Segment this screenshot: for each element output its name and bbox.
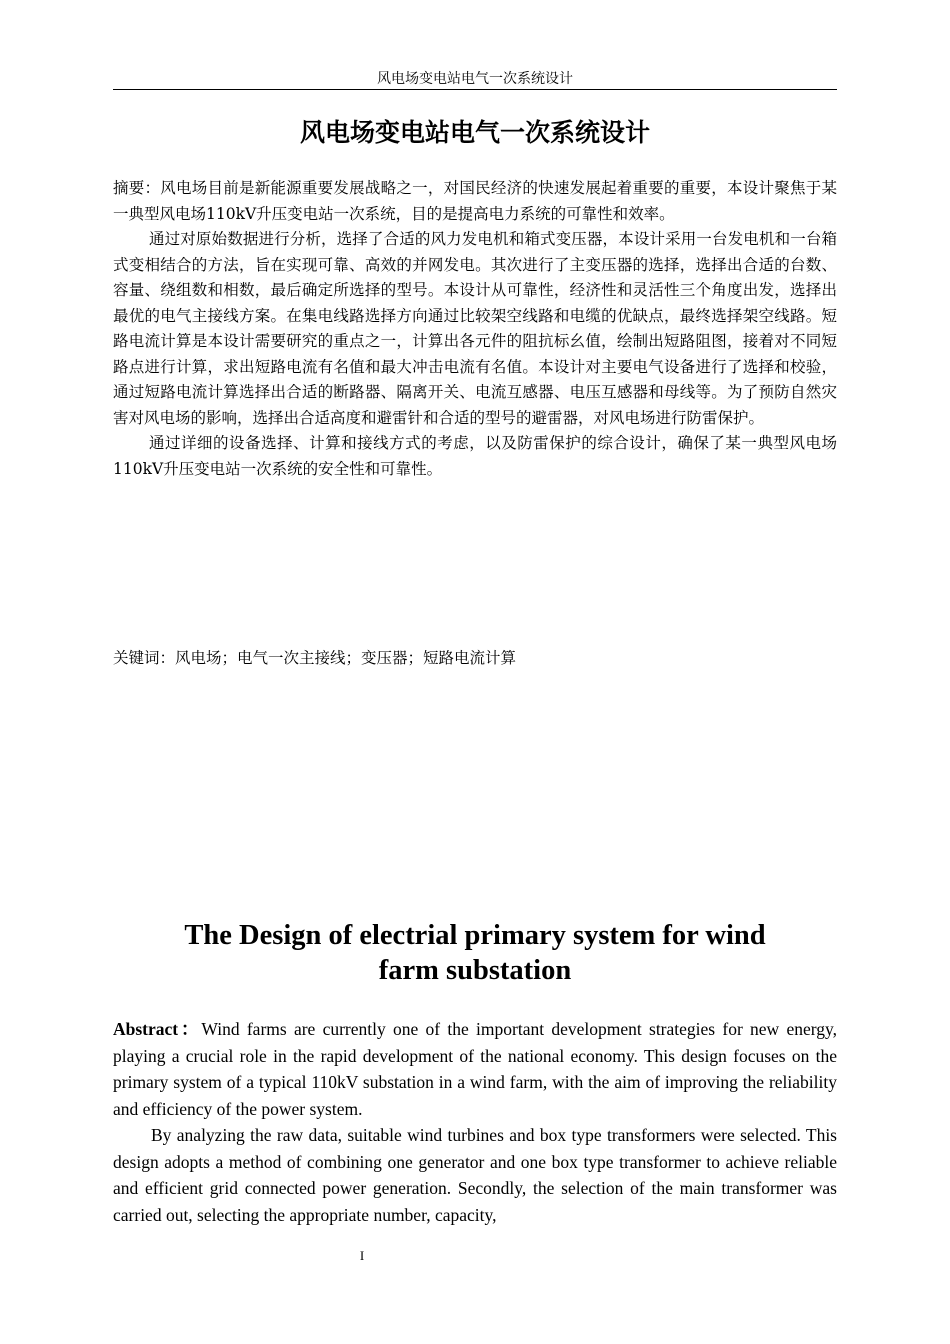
chinese-keywords — [113, 646, 837, 672]
english-title-line-2: farm substation — [378, 955, 572, 986]
english-abstract-label: Abstract： — [113, 1019, 202, 1039]
chinese-keywords-text: 风电场；电气一次主接线；变压器；短路电流计算 — [175, 649, 517, 667]
chinese-abstract-paragraph-1 — [113, 176, 837, 227]
english-abstract-paragraph-2: By analyzing the raw data, suitable wind turbines and box type transformers were selected. This design adopts a method of combining one generator and one box type transformer to achieve reliable and efficient grid connected power generation. Secondly, the selection of the main transformer was carried out, selecting the appropriate number, capacity, — [113, 1125, 837, 1225]
chinese-abstract-label: 摘要： — [113, 179, 161, 197]
chinese-keywords-label: 关键词： — [113, 649, 176, 667]
english-title — [113, 918, 837, 988]
chinese-abstract-paragraph-2: 通过对原始数据进行分析，选择了合适的风力发电机和箱式变压器，本设计采用一台发电机和一台箱式变相结合的方法，旨在实现可靠、高效的并网发电。其次进行了主变压器的选择，选择出合适的台数、容量、绕组数和相数，最后确定所选择的型号。本设计从可靠性，经济性和灵活性三个角度出发，选择出最优的电气主接线方案。在集电线路选择方向通过比较架空线路和电缆的优缺点，最终选择架空线路。短路电流计算是本设计需要研究的重点之一，计算出各元件的阻抗标幺值，绘制出短路阻图，接着对不同短路点进行计算，求出短路电流有名值和最大冲击电流有名值。本设计对主要电气设备进行了选择和校验，通过短路电流计算选择出合适的断路器、隔离开关、电流互感器、电压互感器和母线等。为了预防自然灾害对风电场的影响，选择出合适高度和避雷针和合适的型号的避雷器，对风电场进行防雷保护。 — [113, 230, 837, 427]
header-rule — [113, 89, 837, 90]
english-abstract — [113, 1016, 837, 1228]
chinese-title: 风电场变电站电气一次系统设计 — [299, 118, 650, 147]
chinese-abstract-text-1: 风电场目前是新能源重要发展战略之一，对国民经济的快速发展起着重要的重要，本设计聚焦于某一典型风电场110kV升压变电站一次系统，目的是提高电力系统的可靠性和效率。 — [113, 179, 837, 223]
english-title-line-1: The Design of electrial primary system for wind — [184, 920, 766, 951]
page-number: I — [359, 1248, 365, 1263]
english-abstract-text-1: Wind farms are currently one of the important development strategies for new energy, playing a crucial role in the rapid development of the national economy. This design focuses on the primary system of a typical 110kV substation in a wind farm, with the aim of improving the reliability and efficiency of the power system. — [113, 1019, 837, 1119]
chinese-abstract-paragraph-3: 通过详细的设备选择、计算和接线方式的考虑，以及防雷保护的综合设计，确保了某一典型风电场110kV升压变电站一次系统的安全性和可靠性。 — [113, 434, 837, 478]
english-abstract-paragraph-1 — [113, 1016, 837, 1122]
chinese-abstract — [113, 176, 837, 482]
running-header: 风电场变电站电气一次系统设计 — [377, 71, 573, 87]
